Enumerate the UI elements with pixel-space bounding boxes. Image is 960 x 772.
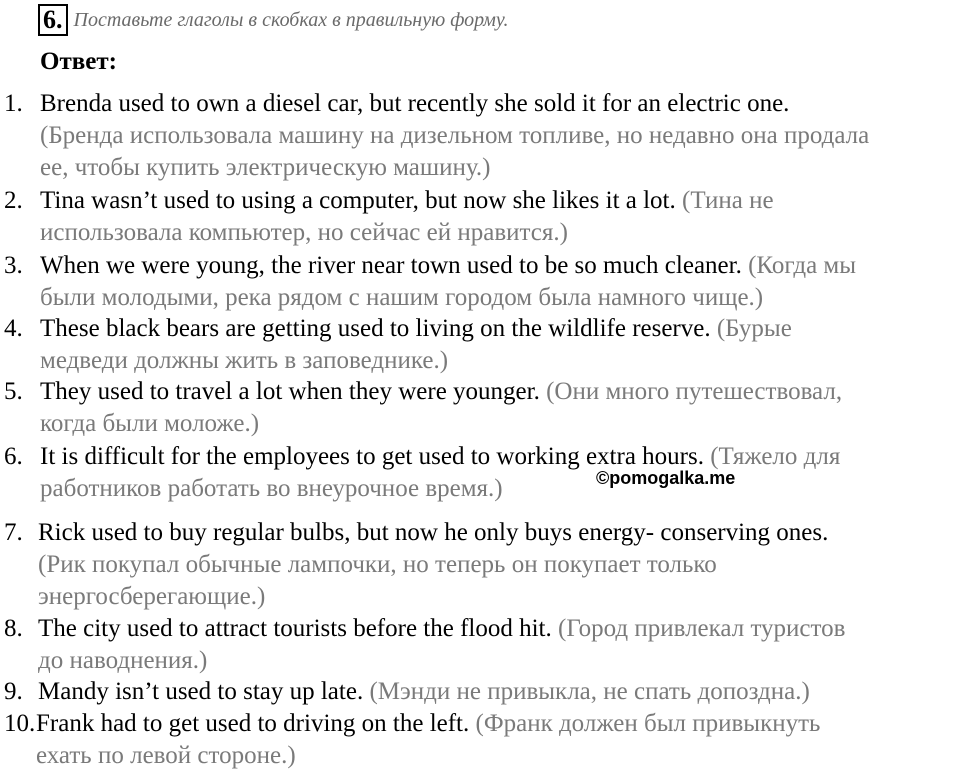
english-sentence: Rick used to buy regular bulbs, but now he only buys energy- conserving ones.	[38, 519, 829, 546]
answer-number: 6.	[4, 443, 23, 470]
answer-line	[40, 282, 763, 314]
english-sentence: Brenda used to own a diesel car, but recently she sold it for an electric one.	[40, 90, 790, 117]
answer-number: 2.	[4, 187, 23, 214]
answer-number: 4.	[4, 315, 23, 342]
russian-translation: (Мэнди не привыкла, не спать допоздна.)	[369, 678, 810, 705]
russian-translation: когда были моложе.)	[40, 410, 260, 437]
answer-line	[40, 217, 568, 249]
russian-translation: (Франк должен был привыкнуть	[475, 710, 821, 737]
russian-translation: энергосберегающие.)	[38, 583, 266, 610]
answer-line	[40, 88, 789, 120]
english-sentence: It is difficult for the employees to get used to working extra hours.	[40, 443, 711, 470]
answer-line	[38, 676, 810, 708]
russian-translation: медведи должны жить в заповеднике.)	[40, 347, 449, 374]
answer-line	[40, 408, 259, 440]
english-sentence: These black bears are getting used to living on the wildlife reserve.	[40, 315, 717, 342]
russian-translation: ехать по левой стороне.)	[36, 742, 296, 769]
answer-line	[36, 708, 820, 740]
russian-translation: (Тина не	[682, 187, 774, 214]
russian-translation: (Рик покупал обычные лампочки, но теперь он покупает только	[38, 551, 717, 578]
english-sentence: Tina wasn’t used to using a computer, but now she likes it a lot.	[40, 187, 683, 214]
answer-line	[40, 152, 490, 184]
answer-line	[40, 473, 503, 505]
answer-number: 8.	[4, 615, 23, 642]
answer-line	[40, 313, 792, 345]
answer-number: 1.	[4, 90, 23, 117]
russian-translation: использовала компьютер, но сейчас ей нравится.)	[40, 219, 568, 246]
answer-line	[38, 549, 717, 581]
answer-line	[38, 645, 207, 677]
answer-line	[40, 185, 774, 217]
answer-line	[40, 376, 842, 408]
answer-line	[38, 581, 265, 613]
russian-translation: (Бренда использовала машину на дизельном топливе, но недавно она продала	[40, 122, 870, 149]
answer-number: 3.	[4, 252, 23, 279]
russian-translation: ее, чтобы купить электрическую машину.)	[40, 154, 491, 181]
answer-line	[40, 120, 869, 152]
english-sentence: Mandy isn’t used to stay up late.	[38, 678, 370, 705]
english-sentence: When we were young, the river near town used to be so much cleaner.	[40, 252, 749, 279]
russian-translation: (Они много путешествовал,	[546, 378, 843, 405]
english-sentence: The city used to attract tourists before the flood hit.	[38, 615, 558, 642]
answer-number: 7.	[4, 519, 23, 546]
russian-translation: (Когда мы	[748, 252, 857, 279]
answer-line	[36, 740, 296, 772]
answer-number: 9.	[4, 678, 23, 705]
answer-line	[40, 345, 448, 377]
russian-translation: (Город привлекал туристов	[558, 615, 846, 642]
task-header	[38, 4, 509, 36]
watermark: ©pomogalka.me	[596, 468, 736, 488]
answer-line	[40, 250, 856, 282]
answer-line	[38, 613, 845, 645]
answer-number: 10.	[4, 710, 36, 737]
english-sentence: They used to travel a lot when they were younger.	[40, 378, 547, 405]
answer-label: Ответ:	[40, 48, 117, 75]
russian-translation: работников работать во внеурочное время.)	[40, 475, 503, 502]
answer-line	[38, 517, 828, 549]
english-sentence: Frank had to get used to driving on the left.	[36, 710, 476, 737]
russian-translation: (Бурые	[716, 315, 792, 342]
answer-number: 5.	[4, 378, 23, 405]
task-number: 6.	[38, 4, 68, 36]
task-instruction: Поставьте глаголы в скобках в правильную форму.	[73, 8, 509, 31]
russian-translation: до наводнения.)	[38, 647, 208, 674]
russian-translation: были молодыми, река рядом с нашим городом была намного чище.)	[40, 284, 764, 311]
russian-translation: (Тяжело для	[710, 443, 841, 470]
